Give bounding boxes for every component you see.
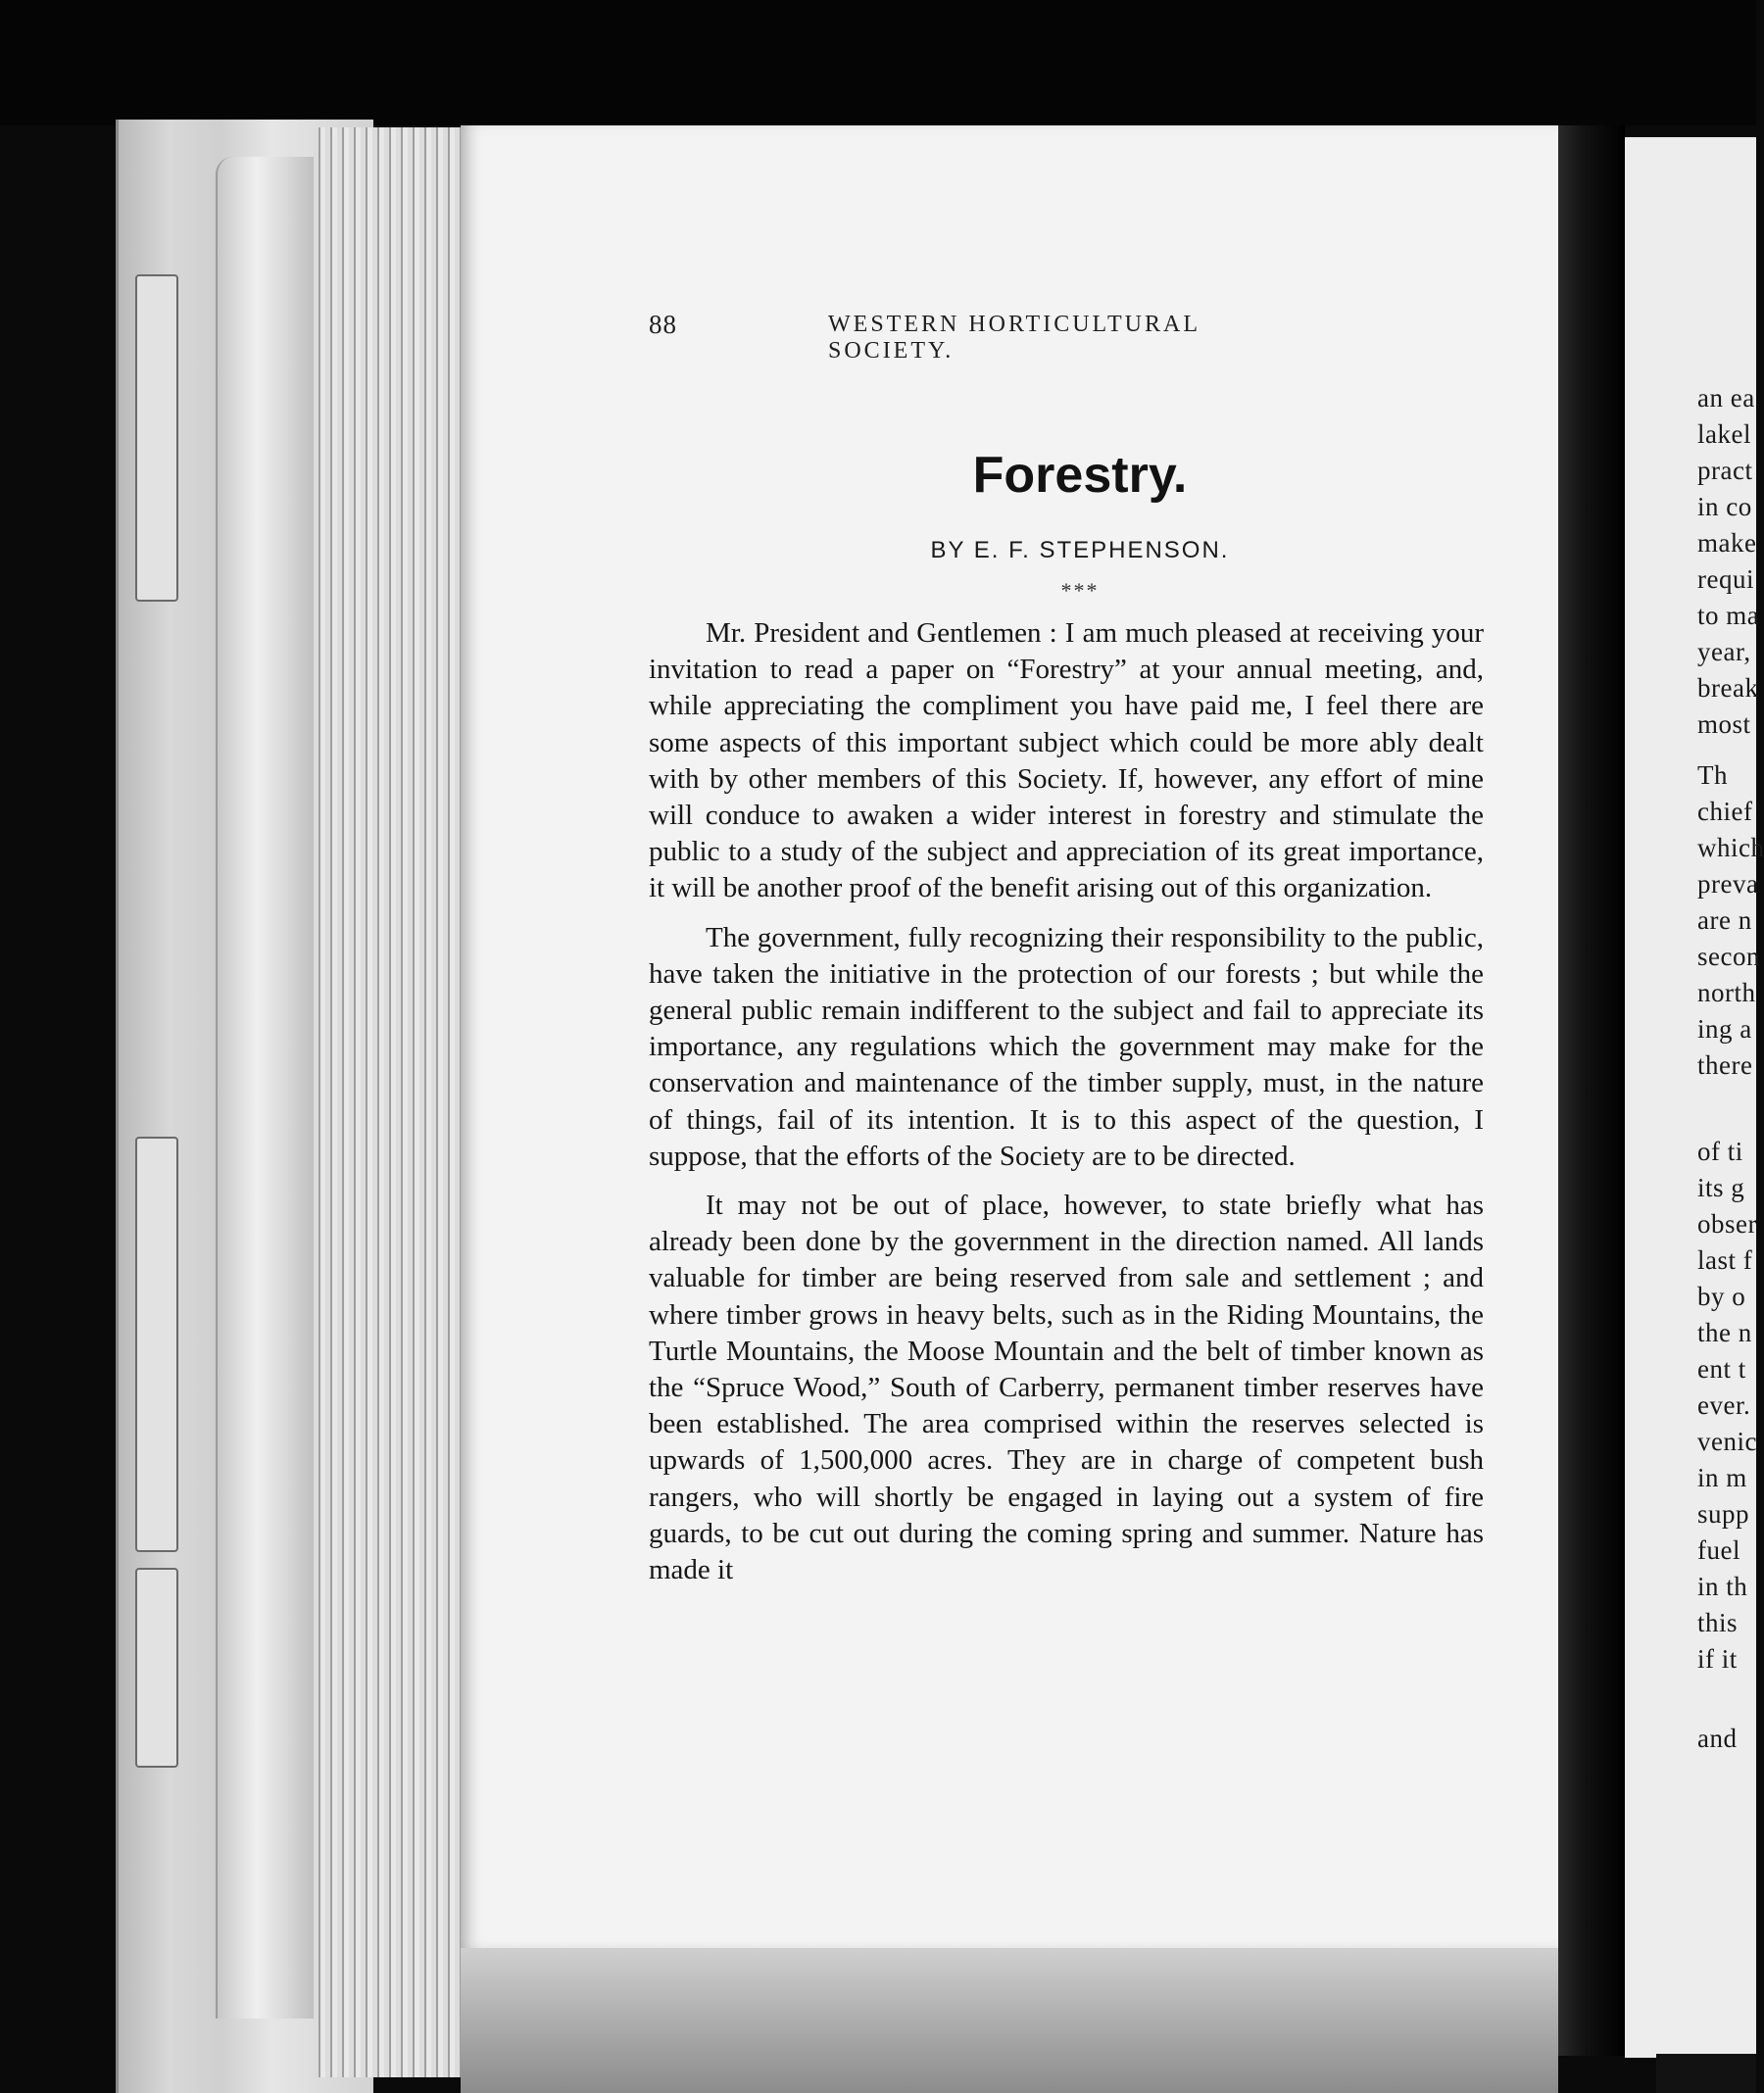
facing-line: requi	[1697, 564, 1754, 594]
article-byline: BY E. F. STEPHENSON.	[930, 537, 1230, 563]
facing-line: in co	[1697, 492, 1752, 521]
scan-border	[0, 0, 1756, 125]
facing-line: secon	[1697, 942, 1760, 971]
facing-line: of ti	[1697, 1137, 1743, 1166]
article-title: Forestry.	[972, 447, 1188, 504]
facing-line: preva	[1697, 869, 1759, 899]
paragraph: It may not be out of place, however, to state briefly what has already been done by the government in the direction named. All lands valuable for timber are being reserved from sale and settlement ; and where timber grows in heavy belts, such as in the Riding Mountains, the Turtle Mountains, the Moose Mountain and the belt of timber known as the “Spruce Wood,” South of Carberry, permanent timber reserves have been established. The area comprised within the reserves selected is upwards of 1,500,000 acres. They are in charge of competent bush rangers, who will shortly be engaged in laying out a system of fire guards, to be cut out during the coming spring and summer. Nature has made it	[649, 1190, 1484, 1586]
facing-line: ent t	[1697, 1354, 1746, 1384]
facing-line: are n	[1697, 905, 1752, 935]
facing-line: ever.	[1697, 1390, 1751, 1420]
page-stack	[314, 127, 461, 2077]
facing-line: which	[1697, 833, 1764, 862]
facing-line: its g	[1697, 1173, 1745, 1202]
facing-line: pract	[1697, 456, 1753, 485]
facing-line: ing a	[1697, 1014, 1752, 1044]
running-title: WESTERN HORTICULTURAL SOCIETY.	[828, 312, 1200, 364]
page-number: 88	[649, 310, 677, 339]
facing-line: an ea	[1697, 383, 1755, 413]
facing-line: fuel	[1697, 1535, 1740, 1565]
facing-line: lakel	[1697, 419, 1751, 449]
article-body	[649, 615, 1484, 1601]
facing-line: make	[1697, 528, 1757, 558]
facing-line: obser	[1697, 1209, 1757, 1239]
facing-line: the n	[1697, 1318, 1752, 1347]
facing-line: to ma	[1697, 601, 1760, 630]
facing-line: there	[1697, 1050, 1753, 1080]
facing-line: last f	[1697, 1245, 1753, 1275]
facing-line: by o	[1697, 1282, 1746, 1311]
facing-line: venic	[1697, 1427, 1757, 1456]
facing-line: in th	[1697, 1572, 1748, 1601]
book-gutter	[1558, 125, 1625, 2056]
scan-corner	[1656, 2054, 1756, 2093]
facing-line: this	[1697, 1608, 1739, 1637]
page-curl	[216, 157, 318, 2019]
page-tab	[135, 274, 178, 602]
paragraph: Mr. President and Gentlemen : I am much pleased at receiving your invitation to read a paper on “Forestry” at your annual meeting, and, while appreciating the compliment you have paid me, I feel there are some aspects of this important subject which could be more ably dealt with by other members of this Society. If, however, any effort of mine will conduce to awaken a wider interest in forestry and stimulate the public to a study of the subject and appreciation of its great importance, it will be another proof of the benefit arising out of this organization.	[649, 617, 1484, 904]
facing-line: supp	[1697, 1499, 1750, 1529]
paragraph: The government, fully recognizing their responsibility to the public, have taken the initiative in the protection of our forests ; but while the general public remain indifferent to the subject and fail to appreciate its importance, any regulations which the government may make for the conservation and maintenance of the timber supply, must, in the nature of things, fail of its intention. It is to this aspect of the question, I suppose, that the efforts of the Society are to be directed.	[649, 921, 1484, 1172]
facing-line: year,	[1697, 637, 1751, 666]
page-tab	[135, 1137, 178, 1552]
facing-line: if it	[1697, 1644, 1738, 1674]
facing-line: break	[1697, 673, 1759, 703]
page-bottom-shadow	[461, 1948, 1558, 2093]
running-head	[649, 310, 1315, 364]
page-tab	[135, 1568, 178, 1768]
facing-line: most	[1697, 709, 1751, 739]
facing-line: Th	[1697, 760, 1728, 790]
facing-line: north	[1697, 978, 1756, 1007]
asterism-ornament: ***	[1060, 578, 1100, 603]
facing-line: and	[1697, 1724, 1738, 1753]
facing-line: in m	[1697, 1463, 1747, 1492]
facing-line: chief	[1697, 797, 1753, 826]
